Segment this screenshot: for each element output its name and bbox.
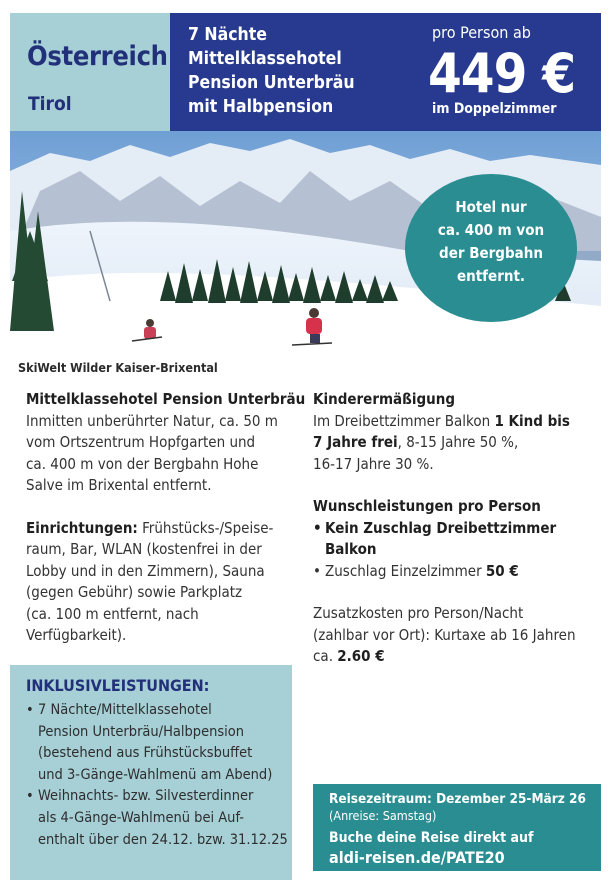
costs-line: Zusatzkosten pro Person/Nacht xyxy=(313,604,524,622)
children-text: , 8-15 Jahre 50 %, xyxy=(397,433,519,451)
offer-box xyxy=(170,13,601,131)
facilities-line: raum, Bar, WLAN (kostenfrei in der xyxy=(26,540,262,558)
inclusive-services-box xyxy=(10,665,292,880)
travel-period: Reisezeitraum: Dezember 25-März 26 xyxy=(329,791,586,807)
country-title: Österreich xyxy=(27,41,168,72)
desc-line: Salve im Brixental entfernt. xyxy=(26,476,212,494)
extras-item: Balkon xyxy=(325,540,377,558)
inclusive-item-line: Pension Unterbräu/Halbpension xyxy=(38,723,245,740)
offer-line: Mittelklassehotel xyxy=(188,49,342,69)
inclusive-item-line: und 3-Gänge-Wahlmenü am Abend) xyxy=(38,766,273,783)
costs-line: (zahlbar vor Ort): Kurtaxe ab 16 Jahren xyxy=(313,625,576,644)
children-text-bold: 1 Kind bis xyxy=(494,411,570,430)
hotel-title: Mittelklassehotel Pension Unterbräu xyxy=(26,390,306,408)
facilities-label: Einrichtungen: xyxy=(26,518,138,537)
badge-line: Hotel nur xyxy=(455,198,527,216)
children-line xyxy=(313,432,603,454)
badge-line: entfernt. xyxy=(456,267,526,285)
booking-link[interactable]: aldi-reisen.de/PATE20 xyxy=(329,848,505,867)
travel-period-box xyxy=(313,784,601,871)
costs-line xyxy=(313,646,603,668)
region-title: Tirol xyxy=(28,93,72,115)
facilities-first-line xyxy=(26,518,298,540)
children-text: Im Dreibettzimmer Balkon xyxy=(313,411,495,430)
badge-line: der Bergbahn xyxy=(439,244,543,262)
children-text-bold: 7 Jahre frei xyxy=(313,433,398,451)
extras-item: • Kein Zuschlag Dreibettzimmer xyxy=(313,518,603,540)
inclusive-item-line: als 4-Gänge-Wahlmenü bei Auf- xyxy=(38,809,244,826)
distance-badge xyxy=(405,174,577,322)
extras-title: Wunschleistungen pro Person xyxy=(313,497,541,515)
inclusive-item-line: • 7 Nächte/Mittelklassehotel xyxy=(26,700,288,722)
inclusive-item-line: enthalt über den 24.12. bzw. 31.12.25 xyxy=(38,831,288,848)
facilities-text: Frühstücks-/Speise- xyxy=(137,518,274,537)
inclusive-item-line: • Weihnachts- bzw. Silvesterdinner xyxy=(26,786,288,808)
extras-text: Zuschlag Einzelzimmer xyxy=(325,561,486,580)
offer-line: mit Halbpension xyxy=(188,97,334,117)
facilities-line: Lobby und in den Zimmern), Sauna xyxy=(26,561,265,580)
children-line: 16-17 Jahre 30 %. xyxy=(313,454,434,473)
children-discount-title: Kinderermäßigung xyxy=(313,390,456,408)
extras-item xyxy=(313,561,603,583)
badge-line: ca. 400 m von xyxy=(437,221,545,239)
extras-price: 50 € xyxy=(485,561,519,580)
inclusive-list xyxy=(26,700,288,851)
inclusive-item-line: (bestehend aus Frühstücksbuffet xyxy=(38,745,253,762)
hotel-description xyxy=(26,389,306,647)
facilities-line: (ca. 100 m entfernt, nach xyxy=(26,604,199,623)
conditions-column xyxy=(313,389,603,668)
children-line xyxy=(313,411,603,433)
price-room-type: im Doppelzimmer xyxy=(432,101,557,117)
desc-line: vom Ortszentrum Hopfgarten und xyxy=(26,433,256,451)
price-label: pro Person ab xyxy=(432,23,531,42)
desc-line: Inmitten unberührter Natur, ca. 50 m xyxy=(26,411,278,430)
offer-summary xyxy=(188,23,355,119)
photo-caption: SkiWelt Wilder Kaiser-Brixental xyxy=(18,360,218,375)
offer-line: 7 Nächte xyxy=(188,25,267,45)
inclusive-title: INKLUSIVLEISTUNGEN: xyxy=(26,676,210,695)
desc-line: ca. 400 m von der Bergbahn Hohe xyxy=(26,454,259,473)
costs-price: 2.60 € xyxy=(337,647,385,665)
booking-note: Buche deine Reise direkt auf xyxy=(329,830,534,846)
costs-text: ca. xyxy=(313,647,338,665)
facilities-line: (gegen Gebühr) sowie Parkplatz xyxy=(26,583,243,601)
facilities-line: Verfügbarkeit). xyxy=(26,626,127,644)
destination-box xyxy=(10,13,170,131)
arrival-day: (Anreise: Samstag) xyxy=(329,808,437,823)
offer-line: Pension Unterbräu xyxy=(188,73,355,93)
price: 449 € xyxy=(428,42,576,105)
